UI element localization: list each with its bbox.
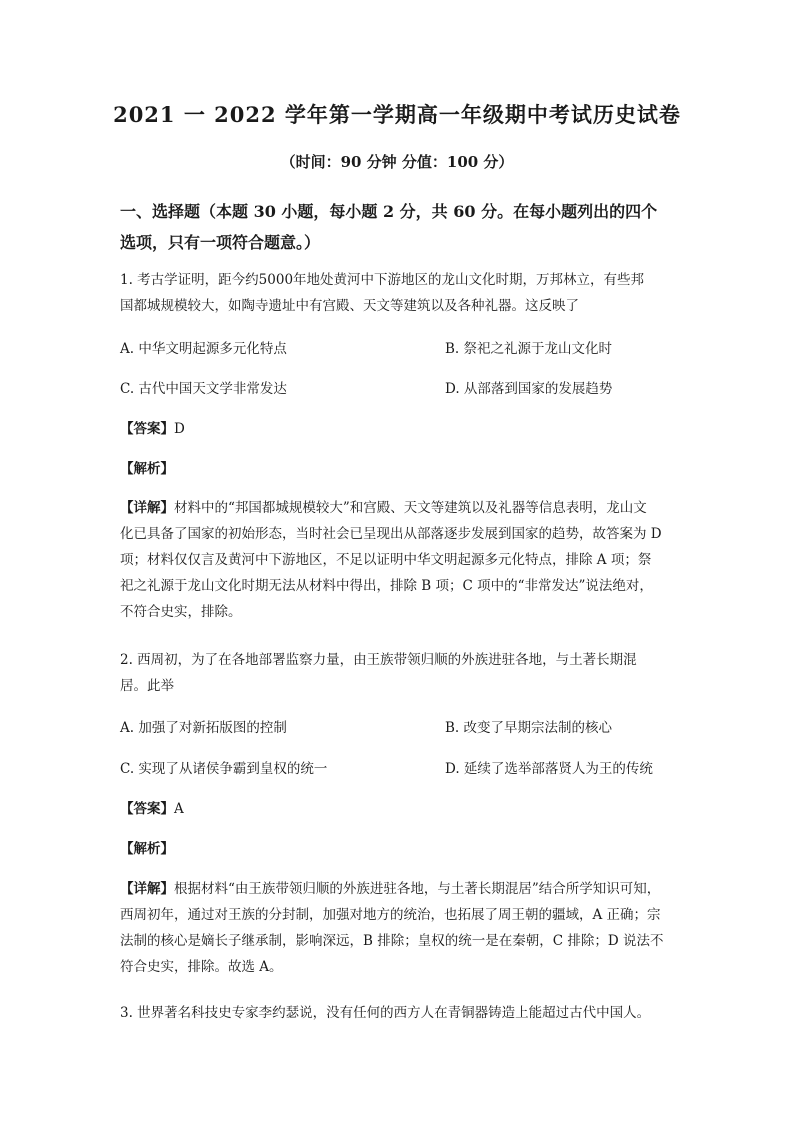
question-2-answer [120,799,184,819]
exam-info: （时间：90 分钟 分值：100 分） [280,153,514,171]
question-1-detail [120,495,680,625]
question-3-stem-line-1: 3. 世界著名科技史专家李约瑟说，没有任何的西方人在青铜器铸造上能超过古代中国人。 [120,1005,651,1021]
question-3-stem [120,1000,680,1026]
question-2-detail-line-4: 符合史实，排除。故选 A。 [120,959,283,975]
question-1-stem-line-2: 国都城规模较大，如陶寺遗址中有宫殿、天文等建筑以及各种礼器。这反映了 [120,298,579,314]
question-1-detail-line-3: 项；材料仅仅言及黄河中下游地区，不足以证明中华文明起源多元化特点，排除 A 项；祭 [120,552,652,568]
question-2-stem-line-2: 居。此举 [120,678,174,694]
question-1-detail-line-1 [120,495,680,521]
question-2-detail-line-2: 西周初年，通过对王族的分封制，加强对地方的统治，也拓展了周王朝的疆域，A 正确；宗 [120,907,661,923]
question-1-analysis-label: 【解析】 [120,461,174,477]
question-1-option-d: D. 从部落到国家的发展趋势 [445,381,613,397]
question-2-detail-line-1 [120,876,680,902]
question-1-detail-line-4: 祀之礼源于龙山文化时期无法从材料中得出，排除 B 项；C 项中的“非常发达”说法绝对， [120,578,653,594]
question-2-detail-line-3: 法制的核心是嫡长子继承制，影响深远，B 排除；皇权的统一是在秦朝，C 排除；D 说法不 [120,933,664,949]
question-1-stem-line-1: 1. 考古学证明，距今约5000年地处黄河中下游地区的龙山文化时期，万邦林立，有些邦 [120,272,645,288]
detail-label: 【详解】 [120,881,174,897]
answer-label: 【答案】 [120,801,174,817]
answer-value: A [174,801,184,817]
question-2-stem-line-1: 2. 西周初，为了在各地部署监察力量，由王族带领归顺的外族进驻各地，与土著长期混 [120,652,637,668]
question-1-option-a: A. 中华文明起源多元化特点 [120,341,287,357]
answer-value: D [174,421,185,437]
question-2-option-a: A. 加强了对新拓版图的控制 [120,720,287,736]
detail-text: 根据材料“由王族带领归顺的外族进驻各地，与土著长期混居”结合所学知识可知， [174,881,661,897]
question-2-option-b: B. 改变了早期宗法制的核心 [445,720,613,736]
section-heading-line-1: 一、选择题（本题 30 小题，每小题 2 分，共 60 分。在每小题列出的四个 [120,202,658,221]
question-1-option-b: B. 祭祀之礼源于龙山文化时 [445,341,613,357]
question-2-analysis-label: 【解析】 [120,841,174,857]
question-2-stem [120,647,680,699]
detail-text: 材料中的“邦国都城规模较大”和宫殿、天文等建筑以及礼器等信息表明，龙山文 [174,500,647,516]
page-title: 2021 一 2022 学年第一学期高一年级期中考试历史试卷 [113,102,681,127]
section-heading [120,196,680,258]
question-1-answer [120,419,185,439]
question-1-detail-line-5: 不符合史实，排除。 [120,604,242,620]
question-2-option-d: D. 延续了选举部落贤人为王的传统 [445,761,653,777]
question-1-option-c: C. 古代中国天文学非常发达 [120,381,287,397]
question-2-option-c: C. 实现了从诸侯争霸到皇权的统一 [120,761,328,777]
question-1-detail-line-2: 化已具备了国家的初始形态，当时社会已呈现出从部落逐步发展到国家的趋势，故答案为 D [120,526,662,542]
question-2-detail [120,876,680,980]
question-1-stem [120,267,680,319]
section-heading-line-2: 选项，只有一项符合题意。） [120,233,321,252]
detail-label: 【详解】 [120,500,174,516]
answer-label: 【答案】 [120,421,174,437]
